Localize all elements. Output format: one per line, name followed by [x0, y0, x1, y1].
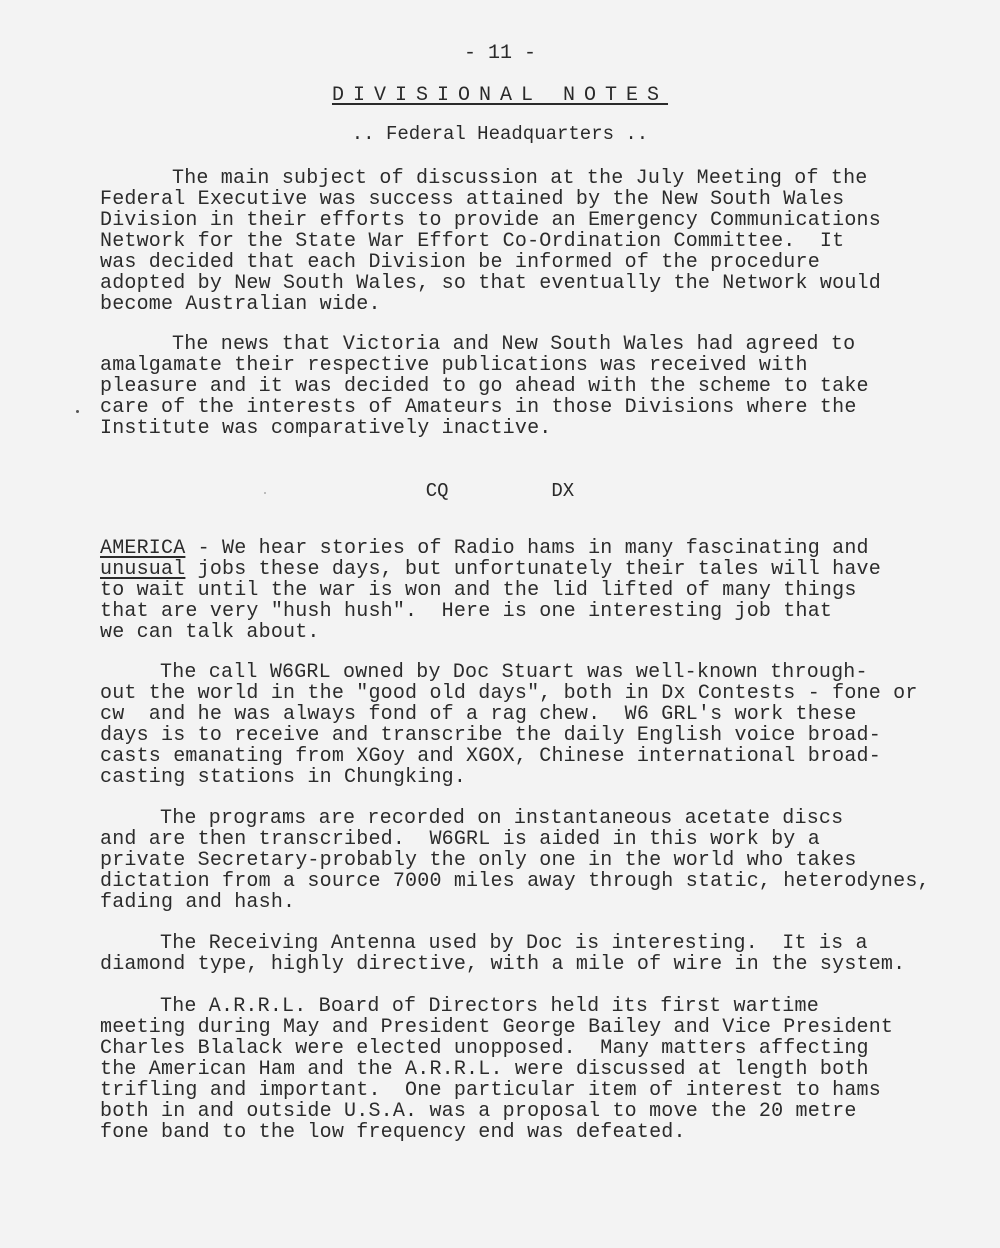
paragraph-line: The main subject of discussion at the July Meeting of the: [172, 167, 868, 190]
america-second-lead: unusual: [100, 558, 186, 581]
paragraph-line: Federal Executive was success attained by the New South Wales: [100, 188, 845, 211]
paragraph-line: both in and outside U.S.A. was a proposal to move the 20 metre: [100, 1100, 857, 1123]
paragraph-line: cw and he was always fond of a rag chew. W6 GRL's work these: [100, 703, 857, 726]
paragraph-line: adopted by New South Wales, so that eventually the Network would: [100, 272, 881, 295]
paragraph-line: The Receiving Antenna used by Doc is interesting. It is a: [160, 932, 868, 955]
paragraph-line: and are then transcribed. W6GRL is aided in this work by a: [100, 828, 820, 851]
paper-speck: [264, 492, 266, 494]
paper-speck: [76, 410, 79, 413]
paragraph-line: diamond type, highly directive, with a mile of wire in the system.: [100, 953, 906, 976]
america-lead-word: AMERICA: [100, 537, 186, 560]
paragraph-line: days is to receive and transcribe the daily English voice broad-: [100, 724, 881, 747]
paragraph-line: trifling and important. One particular item of interest to hams: [100, 1079, 881, 1102]
paragraph-line: casting stations in Chungking.: [100, 766, 467, 789]
paragraph-line: the American Ham and the A.R.R.L. were discussed at length both: [100, 1058, 869, 1081]
paragraph-line: Institute was comparatively inactive.: [100, 417, 552, 440]
paragraph-line: fading and hash.: [100, 891, 296, 914]
page-number: - 11 -: [463, 42, 536, 65]
paragraph-line: that are very "hush hush". Here is one interesting job that: [100, 600, 833, 623]
paragraph-line: we can talk about.: [100, 621, 320, 644]
paragraph-line: care of the interests of Amateurs in those Divisions where the: [100, 396, 857, 419]
america-line-2: [100, 559, 881, 581]
paragraph-line: Charles Blalack were elected unopposed. Many matters affecting: [100, 1037, 869, 1060]
paragraph-line: fone band to the low frequency end was defeated.: [100, 1121, 686, 1144]
america-lead-rest: - We hear stories of Radio hams in many fascinating and: [185, 537, 869, 560]
paragraph-line: casts emanating from XGoy and XGOX, Chinese international broad-: [100, 745, 881, 768]
paragraph-line: amalgamate their respective publications was received with: [100, 354, 808, 377]
paragraph-line: The programs are recorded on instantaneous acetate discs: [160, 807, 844, 830]
paragraph-line: out the world in the "good old days", both in Dx Contests - fone or: [100, 682, 918, 705]
paragraph-line: become Australian wide.: [100, 293, 381, 316]
paragraph-line: The call W6GRL owned by Doc Stuart was well-known through-: [160, 661, 868, 684]
paragraph-line: private Secretary-probably the only one in the world who takes: [100, 849, 857, 872]
paragraph-line: was decided that each Division be informed of the procedure: [100, 251, 820, 274]
paragraph-line: meeting during May and President George Bailey and Vice President: [100, 1016, 894, 1039]
paragraph-line: pleasure and it was decided to go ahead with the scheme to take: [100, 375, 869, 398]
cq-dx-heading: CQ DX: [425, 480, 575, 502]
america-line-1: [100, 538, 869, 560]
america-second-rest: jobs these days, but unfortunately their tales will have: [185, 558, 881, 581]
paragraph-line: dictation from a source 7000 miles away through static, heterodynes,: [100, 870, 930, 893]
paragraph-line: The A.R.R.L. Board of Directors held its first wartime: [160, 995, 819, 1018]
paragraph-line: to wait until the war is won and the lid lifted of many things: [100, 579, 857, 602]
subtitle: .. Federal Headquarters ..: [351, 123, 649, 145]
paragraph-line: The news that Victoria and New South Wales had agreed to: [172, 333, 856, 356]
paragraph-line: Network for the State War Effort Co-Ordination Committee. It: [100, 230, 845, 253]
section-title: DIVISIONAL NOTES: [331, 84, 669, 107]
paragraph-line: Division in their efforts to provide an Emergency Communications: [100, 209, 881, 232]
